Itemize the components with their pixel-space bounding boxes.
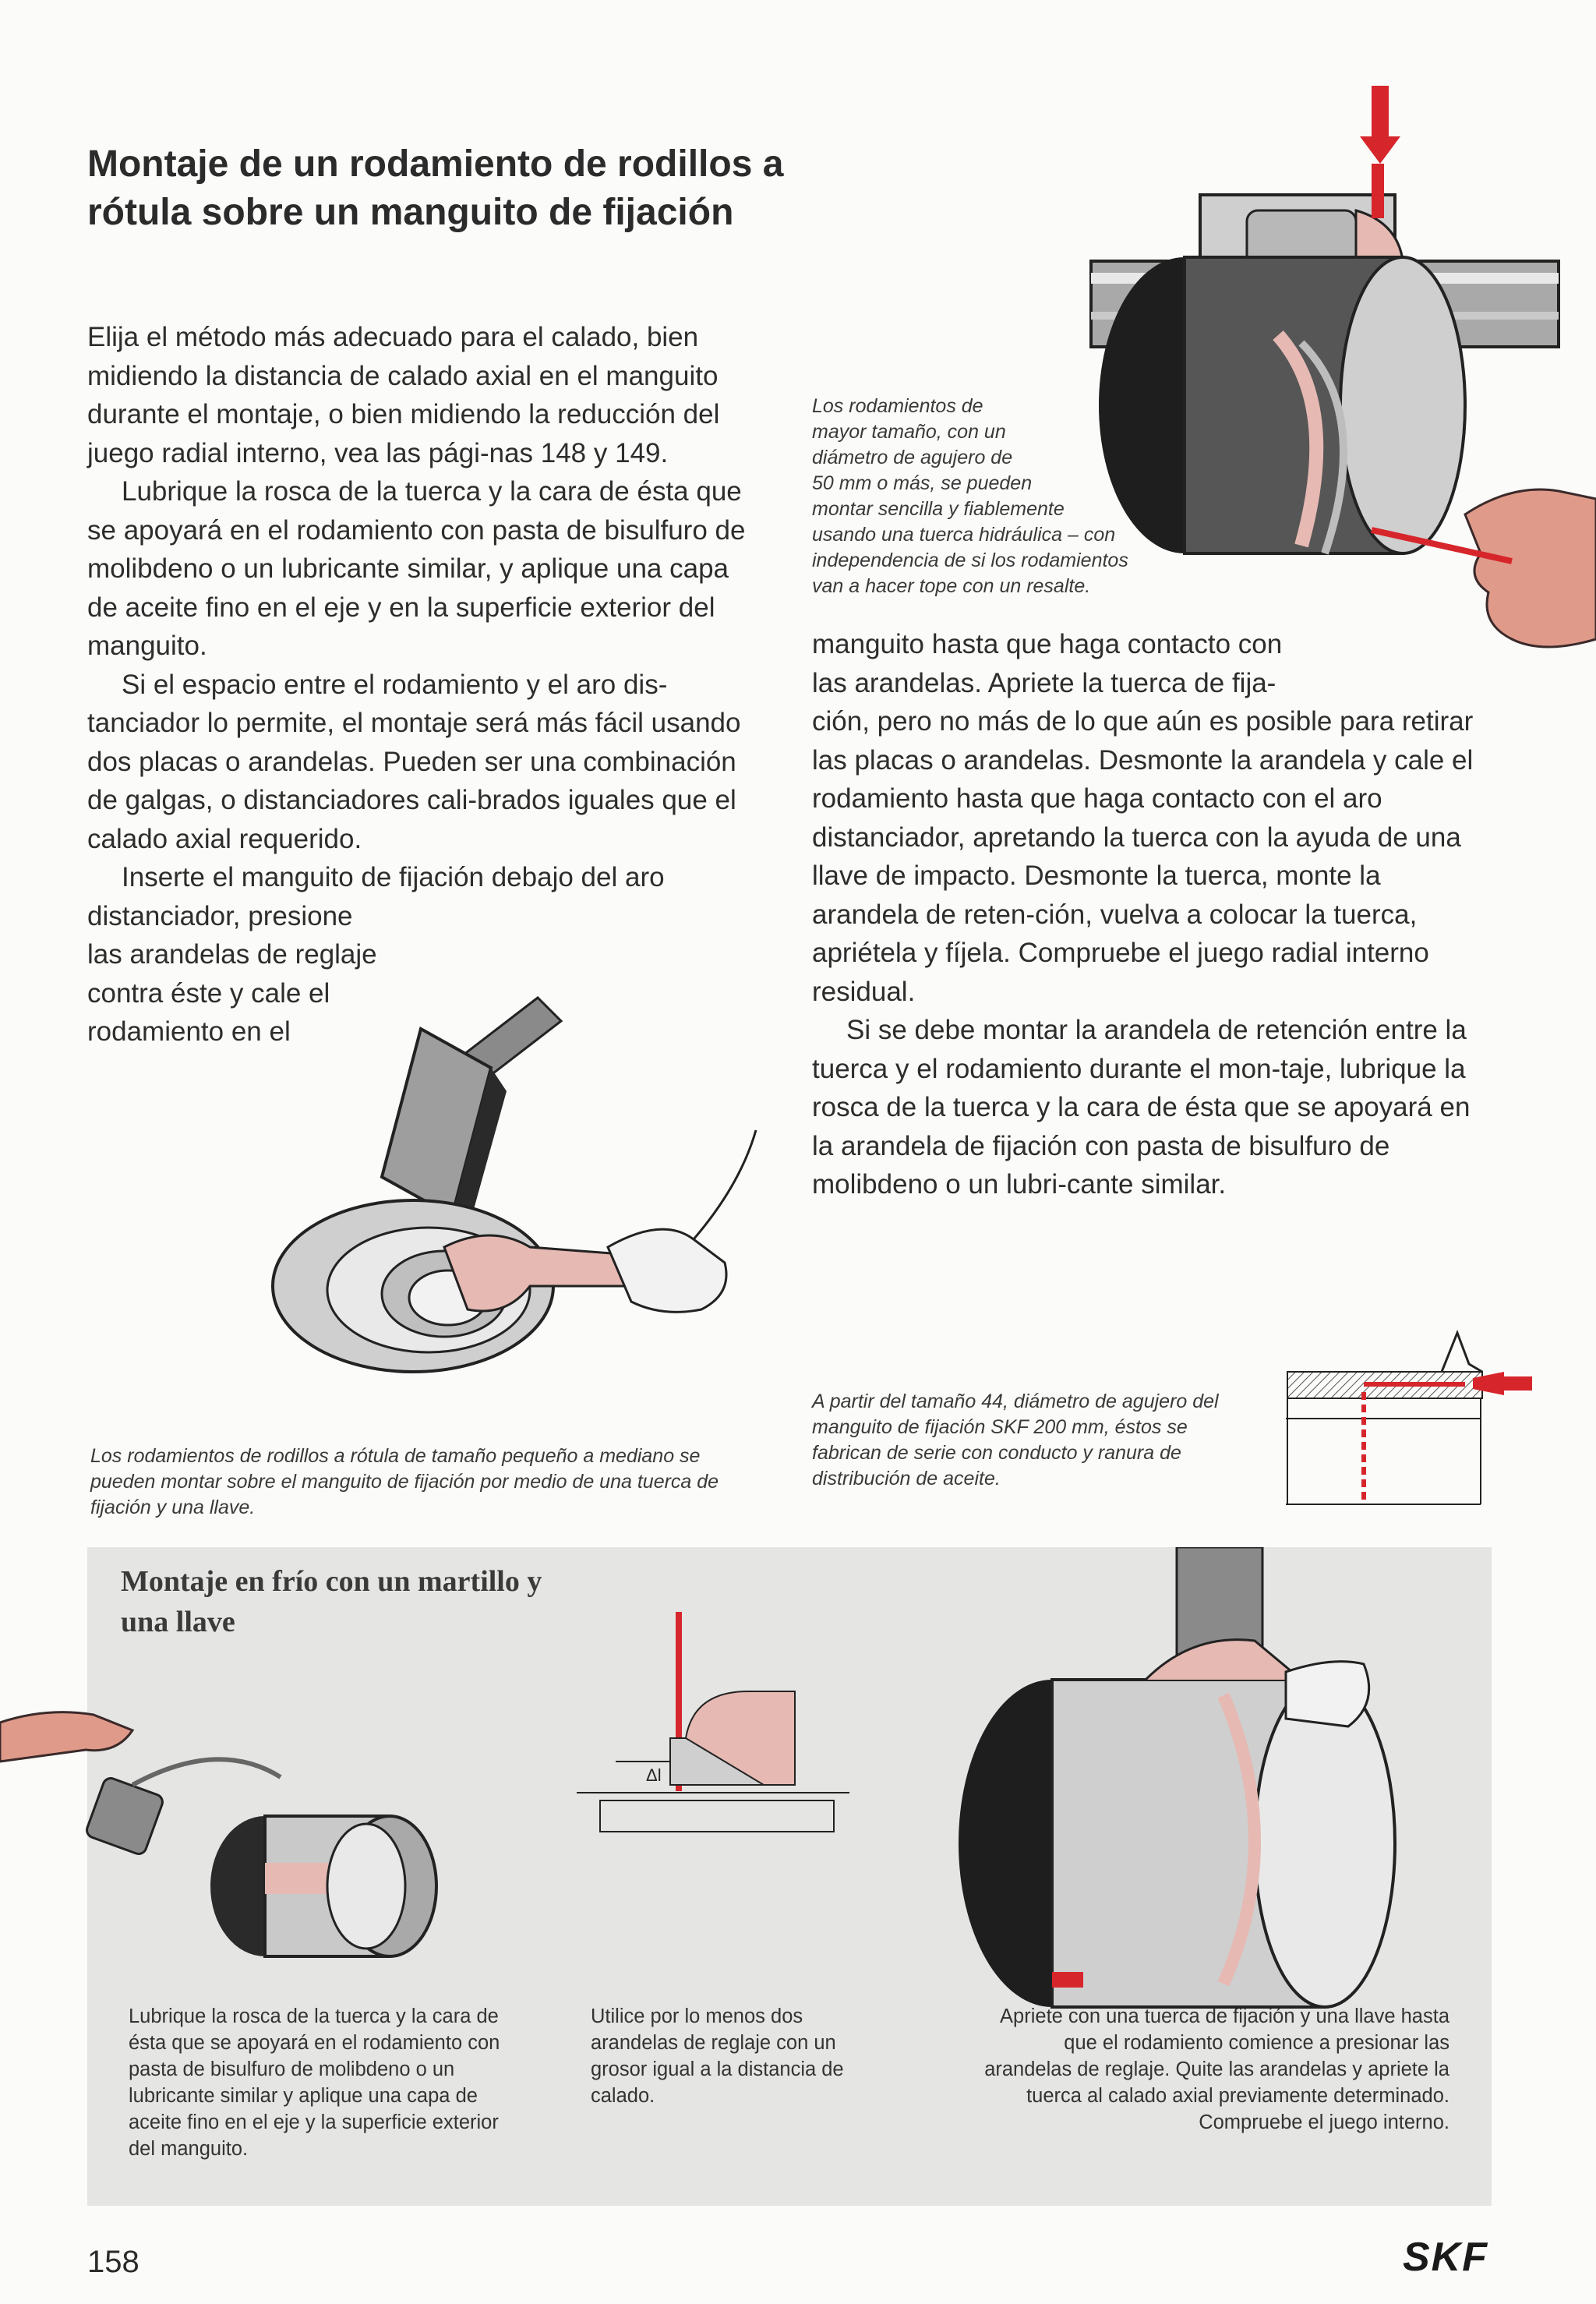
paragraph-4-line: rodamiento en el [87, 1016, 291, 1047]
page-number: 158 [87, 2245, 139, 2279]
paragraph-4-line: contra éste y cale el [87, 977, 330, 1009]
paragraph-retention: Si se debe montar la arandela de retención entre la tuerca y el rodamiento durante el mon-taje, lubrique la rosca de la tuerca y la cara de ésta que se apoyará en la arandela de fijación con pasta de bisulfuro de molibdeno o un lubri-cante similar. [812, 1015, 1471, 1200]
wrench-caption: Los rodamientos de rodillos a rótula de tamaño pequeño a mediano se pueden montar sobre el manguito de fijación por medio de una tuerca de fijación y una llave. [90, 1445, 719, 1518]
nut-wrench-illustration [959, 1547, 1426, 2015]
caption-line: van a hacer tope con un resalte. [812, 575, 1091, 597]
hammer-wrench-illustration [257, 982, 787, 1387]
paragraph-1: Elija el método más adecuado para el calado, bien midiendo la distancia de calado axial en el manguito durante el montaje, o bien midiendo la reducción del juego radial interno, vea las pági-nas 148 y 149. [87, 322, 720, 468]
panel-heading: Montaje en frío con un martillo y una llave [121, 1565, 542, 1638]
paragraph-4-line: distanciador, presione [87, 900, 353, 931]
text-line: las arandelas. Apriete la tuerca de fija- [812, 667, 1276, 698]
right-column-text [812, 625, 1484, 1204]
oil-duct-caption: A partir del tamaño 44, diámetro de agujero del manguito de fijación SKF 200 mm, éstos se fabrican de serie con conducto y ranura de distribución de aceite. [812, 1391, 1219, 1489]
oil-can-illustration [0, 1707, 468, 1964]
paragraph-4-line: las arandelas de reglaje [87, 939, 377, 970]
oil-duct-diagram [1270, 1317, 1535, 1512]
caption-line: usando una tuerca hidráulica – con [812, 524, 1116, 546]
tighten-caption: Apriete con una tuerca de fijación y una llave hasta que el rodamiento comience a presionar las arandelas de reglaje. Quite las arandelas y apriete la tuerca al calado axial previamente determinado. Compruebe el juego interno. [984, 2005, 1449, 2133]
caption-line: 50 mm o más, se pueden [812, 472, 1033, 494]
left-column-text [87, 318, 757, 1051]
shim-washers-diagram [569, 1606, 865, 1839]
hydraulic-caption [812, 394, 1248, 599]
paragraph-4-line: Inserte el manguito de fijación debajo del aro [122, 862, 665, 892]
text-line: manguito hasta que haga contacto con [812, 629, 1283, 659]
skf-logo: SKF [1403, 2235, 1488, 2280]
lubricate-caption: Lubrique la rosca de la tuerca y la cara de ésta que se apoyará en el rodamiento con pasta de bisulfuro de molibdeno o un lubricante similar y aplique una capa de aceite fino en el eje y la superficie exterior del manguito. [129, 2005, 500, 2160]
caption-line: diámetro de agujero de [812, 447, 1013, 468]
caption-line: montar sencilla y fiablemente [812, 498, 1065, 520]
paragraph-continued: ción, pero no más de lo que aún es posible para retirar las placas o arandelas. Desmonte la arandela y cale el rodamiento hasta que haga contacto con el aro distanciador, apretando la tuerca con la ayuda de una llave de impacto. Desmonte la tuerca, monte la arandela de reten-ción, vuelva a colocar la tuerca, apriétela y fíjela. Compruebe el juego radial interno residual. [812, 706, 1474, 1007]
delta-l-label: Δl [646, 1765, 662, 1785]
page-title: Montaje de un rodamiento de rodillos a rótula sobre un manguito de fijación [87, 143, 784, 233]
paragraph-3: Si el espacio entre el rodamiento y el aro dis-tanciador lo permite, el montaje será más fácil usando dos placas o arandelas. Pueden ser una combinación de galgas, o distanciadores cali-brados iguales que el calado axial requerido. [87, 669, 741, 854]
paragraph-2: Lubrique la rosca de la tuerca y la cara de ésta que se apoyará en el rodamiento con pasta de bisulfuro de molibdeno o un lubricante similar, y aplique una capa de aceite fino en el eje y en la superficie exterior del manguito. [87, 476, 746, 661]
washers-caption: Utilice por lo menos dos arandelas de reglaje con un grosor igual a la distancia de calado. [591, 2005, 844, 2107]
caption-line: mayor tamaño, con un [812, 421, 1006, 443]
caption-line: Los rodamientos de [812, 395, 983, 417]
caption-line: independencia de si los rodamientos [812, 549, 1128, 571]
